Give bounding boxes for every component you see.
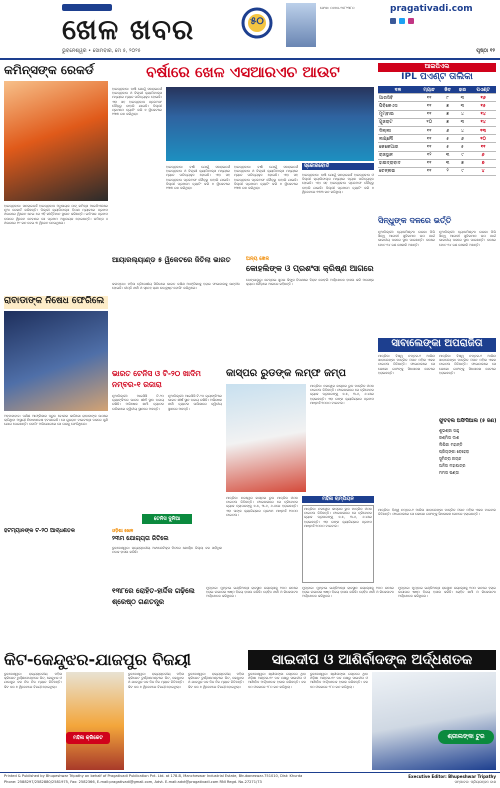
ipl-points-table (378, 63, 496, 213)
bottom-right-story (248, 672, 496, 770)
social-icons (390, 18, 495, 24)
ipl-stat-cell: ୫ (441, 143, 455, 151)
tennis-headline: କାସ୍ପର ରୁଡଙ୍କ ଲମ୍ଫ ଜମ୍ପ (226, 368, 347, 379)
left-mid-headline: ରାବାଡାଙ୍କ ନିଷେଧ ଫେରିଲେ (4, 296, 108, 309)
bottom-right-body-a: ଭୁବନେଶ୍ୱର: ଶ୍ରୀଲଙ୍କା ଗସ୍ତରେ ଥିବା ଓଡ଼ିଶା ଅଣ୍ଡର-୧୯ ଦଳ ପକ୍ଷରୁ ସାଇଦୀପ ଓ ଆଶିର୍ବାଦ ଅର୍ଦ୍ଧଶତକ ହାସଲ କରିଛନ୍ତି। ଦଳ ୫୦ ଓଭରରେ ୨୮୦ ରନ କରିଥିଲା। (248, 672, 306, 689)
bottom-right-headline: ସାଇଦୀପ ଓ ଆଶିର୍ବାଦଙ୍କ ଅର୍ଦ୍ଧଶତକ (271, 652, 473, 668)
ipl-stat-cell: ୧୧ (418, 110, 441, 118)
ipl-stat-cell: ୬ (441, 126, 455, 134)
ipl-stat-cell: ୧୦ (418, 118, 441, 126)
center-lower-kicker: ଓଡ଼ିଶା ଖେଳ (112, 529, 134, 534)
women-cricket-photo (66, 672, 124, 770)
ipl-stat-cell: ୩ (455, 118, 470, 126)
left-mid-story (4, 296, 108, 541)
footer (4, 774, 496, 788)
promo-player-photo (286, 3, 316, 47)
center-mid-body: କଲମ୍ବୋ: ମହିଳା ତ୍ରିଦେଶୀୟ ସିରିଜରେ ଭାରତ ଦକ୍ଷିଣ ଆଫ୍ରିକାକୁ ହରାଇ ଫାଇନାଲକୁ ଉନ୍ନୀତ ହୋଇଛି। ଦୀପ୍ତି ଶର୍ମା ଓ ସ୍ନେହ ରାଣା ଉତ୍କୃଷ୍ଟ ବୋଲିଂ କରିଥିଲେ। (112, 282, 240, 291)
center-lower-body2: ଭୁବନେଶ୍ୱର: ରାଜ୍ୟସ୍ତରୀୟ ଆଥଲେଟିକ୍ସ ମିଟରେ ଖୋର୍ଦ୍ଧା ଜିଲ୍ଲା ଦଳ ସର୍ବାଧିକ ପଦକ ହାସଲ କରିଛି। (112, 546, 222, 555)
tennis-body-b: ମାଡ୍ରିଡ: ନରୱେର କାସ୍ପର ରୁଡ ମାଡ୍ରିଡ ଓପନ ଟାଇଟଲ ଜିତିଛନ୍ତି। ଫାଇନାଲରେ ସେ ବ୍ରିଟେନର ଜ୍ୟାକ ଡ୍ରାପରଙ୍କୁ ୭-୫, ୩-୬, ୬-୪ରେ ହରାଇଛନ୍ତି। ଏହା ତାଙ୍କ କ୍ୟାରିୟରର ପ୍ରଥମ ମାଷ୍ଟର୍ସ ୧୦୦୦ ଟାଇଟଲ। (226, 496, 298, 517)
official-list-item: ଅନିତା ମହାପାତ୍ର (439, 463, 466, 468)
bottom-right-body-b: ଭୁବନେଶ୍ୱର: ଶ୍ରୀଲଙ୍କା ଗସ୍ତରେ ଥିବା ଓଡ଼ିଶା ଅଣ୍ଡର-୧୯ ଦଳ ପକ୍ଷରୁ ସାଇଦୀପ ଓ ଆଶିର୍ବାଦ ଅର୍ଦ୍ଧଶତକ ହାସଲ କରିଛନ୍ତି। ଦଳ ୫୦ ଓଭରରେ ୨୮୦ ରନ କରିଥିଲା। (310, 672, 368, 689)
ipl-stat-cell: ୧୨ (418, 151, 441, 159)
footer-phone: Phone: 2588297/2582880/2581975, Fax: 2582366, E-mail:pragativadi@gmail.com, Advt. E-mail:advt@pragativadi.com RNI Regd. No-27271/73 (4, 780, 262, 784)
center-mid-headline2: କୋହଲିଙ୍କ ଓ ପ୍ରଶଂସା କ୍ରିଷ୍ଣ ଆଗରେ (246, 264, 374, 273)
ipl-stat-cell: ୧୧ (418, 167, 441, 175)
center-mid-body2: ବେଙ୍ଗାଲୁରୁ: ଚେନ୍ନାଇ ସୁପର କିଙ୍ଗ୍ସ ବିପକ୍ଷରେ ବିରାଟ କୋହଲି ଅର୍ଦ୍ଧଶତକ ହାସଲ କରି ଅରେଞ୍ଜ କ୍ୟାପ ଦୌଡ଼ରେ ଆଗରେ ରହିଛନ୍ତି। (246, 278, 374, 287)
masthead (0, 0, 500, 60)
left-mid-body: ଅହମଦାବାଦ: ଦକ୍ଷିଣ ଆଫ୍ରିକାର ଦ୍ରୁତ ବୋଲର କାଗିସୋ ରାବାଡାଙ୍କ ଉପରେ ଲାଗିଥିବା ଅସ୍ଥାୟୀ ନିଷେଧାଦେଶ ହଟାଯାଇଛି। ସେ ଗୁଜରାଟ ଟାଇଟାନ୍ସ ଦଳରେ ପୁଣି ଯୋଗ ଦେଇଛନ୍ତି। ଡୋପିଂ ଅଭିଯୋଗରେ ସେ ଘରକୁ ଫେରିଥିଲେ। (4, 414, 108, 427)
center-mid-headline: ଆୟାରଲ୍ୟାଣ୍ଡ ୫ ୱିକେଟରେ ଜିତିଲା ଭାରତ (112, 256, 231, 264)
official-list-item: ମମତା ପଣ୍ଡା (439, 470, 460, 475)
ipl-stat-cell: ୬ (455, 135, 470, 143)
ipl-kicker: ଆଇପିଏଲ (378, 63, 496, 72)
center-mid-kicker: ଅନ୍ୟ ଖେଳ (246, 256, 270, 262)
promo-text: ଫୋନ: ୦୬୭୪-୨୫୮୨୩୮୦ (320, 6, 355, 10)
ipl-team-cell: ମୁମ୍ବାଇ (378, 110, 418, 118)
ipl-table-row (378, 151, 496, 159)
ipl-points-cell: ୧୬ (470, 94, 496, 102)
ipl-points-cell: ୭ (470, 159, 496, 167)
ipl-stat-cell: ୨ (441, 167, 455, 175)
left-top-story (4, 63, 108, 293)
ipl-stat-cell: ୩ (441, 159, 455, 167)
official-list-item: ଶୁଭଶ୍ରୀ ସାହୁ (439, 428, 460, 433)
tennis-box-title: ମହିଳା ଚାମ୍ପିୟନ (302, 496, 374, 503)
center-top-body-col2: ହାଇଦ୍ରାବାଦ: ବର୍ଷା ଯୋଗୁଁ ସନରାଇଜର୍ସ ହାଇଦ୍ରାବାଦ ଓ ଦିଲ୍ଲୀ କ୍ୟାପିଟାଲ୍ସ ମଧ୍ୟରେ ମ୍ୟାଚ ପରିତ୍ୟକ୍ତ ହୋଇଛି। ଏହା ସହ ହାଇଦ୍ରାବାଦ ପ୍ଲେଅଫ ଦୌଡ଼ରୁ ବାହାରି ଯାଇଛି। ଦିଲ୍ଲୀ ପ୍ରଥମେ ବ୍ୟାଟିଂ କରି ୭ ୱିକେଟରେ ୧୩୩ ରନ କରିଥିଲା। (166, 165, 230, 191)
ipl-stat-cell: ୧୧ (418, 102, 441, 110)
section-title: ଖେଳ ଖବର (62, 13, 195, 46)
ipl-table-row (378, 102, 496, 110)
ipl-stat-cell: ୫ (455, 143, 470, 151)
ipl-stat-cell: ୩ (455, 94, 470, 102)
ipl-header-row (378, 86, 496, 94)
bottom-left-headline: କିଟ-କେନ୍ଦୁଝର-ଯାଜପୁର ବିଜୟୀ (4, 650, 192, 669)
small-logo (62, 4, 112, 11)
bottom-left-body-b: ଭୁବନେଶ୍ୱର: ରାଜ୍ୟସ୍ତରୀୟ ମହିଳା କ୍ରିକେଟ ଟୁର୍ଣ୍ଣାମେଣ୍ଟରେ କିଟ, କେନ୍ଦୁଝର ଓ ଯାଜପୁର ଦଳ ନିଜ ନିଜ ମ୍ୟାଚ ଜିତିଛନ୍ତି। କିଟ ଦଳ ୭ ୱିକେଟରେ ବିଜୟୀ ହୋଇଥିଲା। (128, 672, 184, 689)
ipl-points-cell: ୪ (470, 167, 496, 175)
ipl-table-row (378, 143, 496, 151)
page-number: ପୃଷ୍ଠା ୧୨ (476, 48, 495, 54)
center-top-headline: ବର୍ଷାରେ ଖେଳ ଏସଆରଏଚ ଆଉଟ (146, 63, 340, 81)
bottom-mid-headline: ୧୩୮ରେ ରୋହିତ-ହାର୍ଦ୍ଦିକ ଗଢ଼ିଲେ ଶ୍ରେଷ୍ଠ ଗଣତନ୍ତ୍ର (112, 587, 195, 606)
tennis-story (226, 368, 374, 583)
bottom-mid-body-c: ମୁମ୍ବାଇ: ମୁମ୍ବାଇ ଇଣ୍ଡିଆନ୍ସ ରାଜସ୍ଥାନ ରୟାଲ୍ସକୁ ୧୦୦ ରନରେ ହରାଇ ଲଗାତାର ଷଷ୍ଠ ବିଜୟ ହାସଲ କରିଛି। ରୋହିତ ଶର୍ମା ଓ ରିକେଲଟନ ଅର୍ଦ୍ଧଶତକ କରିଥିଲେ। (398, 586, 496, 599)
masthead-rule (0, 58, 500, 60)
ipl-stat-cell: ୩ (441, 151, 455, 159)
bottom-right-banner (248, 650, 496, 670)
ipl-team-cell: କେକେଆର (378, 143, 418, 151)
ipl-team-cell: ଲକ୍ଷ୍ନୌ (378, 135, 418, 143)
twitter-icon[interactable] (399, 18, 405, 24)
left-mid-subheadline: ହିଟମ୍ୟାନଙ୍କ ଟି-୨୦ ଆର୍ଦ୍ଧଶତକ (4, 528, 75, 534)
footer-imprint: Printed & Published by Bhupeshwar Tripathy on behalf of Pragativadi Publication Pvt. Ltd. at 178-B, Mancheswar Industrial Estate, Bhubaneswar-751010, Dist: Khurda (4, 774, 303, 778)
ipl-team-cell: ଆରସିବି (378, 94, 418, 102)
center-lower-headline: ଭାରତ ଟେନିସ ଓ ଟି-୨୦ ଖାଦିମ ନମ୍ବର-୧ ରଜାରା (112, 369, 201, 389)
batsman-photo (372, 672, 496, 770)
bottom-left-body-c: ଭୁବନେଶ୍ୱର: ରାଜ୍ୟସ୍ତରୀୟ ମହିଳା କ୍ରିକେଟ ଟୁର୍ଣ୍ଣାମେଣ୍ଟରେ କିଟ, କେନ୍ଦୁଝର ଓ ଯାଜପୁର ଦଳ ନିଜ ନିଜ ମ୍ୟାଚ ଜିତିଛନ୍ତି। କିଟ ଦଳ ୭ ୱିକେଟରେ ବିଜୟୀ ହୋଇଥିଲା। (188, 672, 244, 689)
ipl-stat-cell: ୭ (441, 118, 455, 126)
right-mid-body-2: ନୂଆଦିଲ୍ଲୀ: ବ୍ୟାଡମିଣ୍ଟନ ତାରକା ପିଭି ସିନ୍ଧୁ ଆଗାମୀ ସୁଦିରମାନ କପ ପାଇଁ ଭାରତୀୟ ଦଳରେ ସ୍ଥାନ ପାଇଛନ୍ତି। ଦଳରେ ମୋଟ ୧୪ ଜଣ ଖେଳାଳି ଅଛନ୍ତି। (439, 230, 496, 247)
ipl-table-row (378, 159, 496, 167)
ipl-team-cell: ହାଇଦ୍ରାବାଦ (378, 159, 418, 167)
scorecard-title: ସ୍କୋରବୋର୍ଡ (302, 163, 374, 170)
cummins-photo (4, 81, 108, 201)
center-top-story (112, 63, 374, 253)
ipl-col-played: ମ୍ୟାଚ (418, 86, 441, 94)
women-cricket-badge: ମହିଳା କ୍ରିକେଟ (66, 732, 110, 744)
right-lower-body-c: ମାଡ୍ରିଡ: ବିଶ୍ୱ ନମ୍ବର-୧ ଆରିନା ସାବାଲେଙ୍କା ମାଡ୍ରିଡ ଓପନ ମହିଳା ଏକକ ଟାଇଟଲ ଜିତିଛନ୍ତି। ଫାଇନାଲରେ ସେ କୋକୋ ଗଫଙ୍କୁ ସିଧାସଳଖ ସେଟରେ ହରାଇଛନ୍ତି। (378, 508, 496, 517)
right-mid-body-1: ନୂଆଦିଲ୍ଲୀ: ବ୍ୟାଡମିଣ୍ଟନ ତାରକା ପିଭି ସିନ୍ଧୁ ଆଗାମୀ ସୁଦିରମାନ କପ ପାଇଁ ଭାରତୀୟ ଦଳରେ ସ୍ଥାନ ପାଇଛନ୍ତି। ଦଳରେ ମୋଟ ୧୪ ଜଣ ଖେଳାଳି ଅଛନ୍ତି। (378, 230, 435, 247)
bottom-left-banner (4, 650, 244, 670)
center-lower-story (112, 368, 222, 583)
ipl-team-cell: ଚେନ୍ନାଇ (378, 167, 418, 175)
rain-stadium-photo (166, 87, 374, 161)
ipl-col-points: ପଏଣ୍ଟ (470, 86, 496, 94)
ipl-table-row (378, 94, 496, 102)
center-lower-body: ନୂଆଦିଲ୍ଲୀ: ଆଇସିସି ଟି-୨୦ ର‌୍ୟାଙ୍କିଂରେ ଭାରତ ଶୀର୍ଷ ସ୍ଥାନ ବଜାୟ ରଖିଛି। ଅଭିଷେକ ଶର୍ମା ବ୍ୟାଟର ତାଲିକାରେ ଦ୍ୱିତୀୟ ସ୍ଥାନରେ ଅଛନ୍ତି। (112, 394, 164, 411)
scorecard-body: ହାଇଦ୍ରାବାଦ: ବର୍ଷା ଯୋଗୁଁ ସନରାଇଜର୍ସ ହାଇଦ୍ରାବାଦ ଓ ଦିଲ୍ଲୀ କ୍ୟାପିଟାଲ୍ସ ମଧ୍ୟରେ ମ୍ୟାଚ ପରିତ୍ୟକ୍ତ ହୋଇଛି। ଏହା ସହ ହାଇଦ୍ରାବାଦ ପ୍ଲେଅଫ ଦୌଡ଼ରୁ ବାହାରି ଯାଇଛି। ଦିଲ୍ଲୀ ପ୍ରଥମେ ବ୍ୟାଟିଂ କରି ୭ ୱିକେଟରେ ୧୩୩ ରନ କରିଥିଲା। (302, 173, 374, 194)
footer-rule (0, 772, 500, 773)
ipl-stat-cell: ୭ (441, 110, 455, 118)
footer-editor-odia: ସମ୍ପାଦକ: ପ୍ରିୟରଞ୍ଜନ ଦାଶ (454, 780, 496, 784)
ipl-team-cell: ଗୁଜରାଟ (378, 118, 418, 126)
ipl-points-cell: ୧୦ (470, 135, 496, 143)
bottom-mid-body-a: ମୁମ୍ବାଇ: ମୁମ୍ବାଇ ଇଣ୍ଡିଆନ୍ସ ରାଜସ୍ଥାନ ରୟାଲ୍ସକୁ ୧୦୦ ରନରେ ହରାଇ ଲଗାତାର ଷଷ୍ଠ ବିଜୟ ହାସଲ କରିଛି। ରୋହିତ ଶର୍ମା ଓ ରିକେଲଟନ ଅର୍ଦ୍ଧଶତକ କରିଥିଲେ। (206, 586, 298, 599)
ipl-stat-cell: ୭ (455, 159, 470, 167)
bottom-left-story (4, 672, 244, 770)
footer-editor: Executive Editor: Bhupeshwar Tripathy (408, 774, 496, 779)
right-lower-body-b: ମାଡ୍ରିଡ: ବିଶ୍ୱ ନମ୍ବର-୧ ଆରିନା ସାବାଲେଙ୍କା ମାଡ୍ରିଡ ଓପନ ମହିଳା ଏକକ ଟାଇଟଲ ଜିତିଛନ୍ତି। ଫାଇନାଲରେ ସେ କୋକୋ ଗଫଙ୍କୁ ସିଧାସଳଖ ସେଟରେ ହରାଇଛନ୍ତି। (439, 354, 496, 375)
ipl-table-grid (378, 86, 496, 176)
tennis-world-badge: ଟେନିସ ଦୁନିଆ (142, 514, 192, 524)
sri-lanka-tour-badge: ଶ୍ରୀଲଙ୍କା ଟୁର (438, 730, 494, 744)
rabada-photo (4, 311, 108, 411)
right-mid-story (378, 216, 496, 334)
right-lower-story (378, 338, 496, 583)
anniversary-number: ୫୦ (250, 16, 264, 27)
official-list-item: ସୁମିତ୍ରା ନାୟକ (439, 456, 462, 461)
ipl-stat-cell: ୪ (455, 110, 470, 118)
ipl-stat-cell: ୭ (441, 102, 455, 110)
ipl-stat-cell: ୫ (441, 135, 455, 143)
ipl-table-row (378, 118, 496, 126)
masthead-date: ଭୁବନେଶ୍ୱର • ସୋମବାର, ମେ ୫, ୨୦୨୫ (62, 48, 141, 54)
ipl-table-row (378, 126, 496, 134)
anniversary-logo (240, 3, 274, 53)
center-lower-headline2: ୨୩ମ ଯୋଗ୍ୟତା ଜିତିଲେ (112, 535, 169, 542)
ipl-stat-cell: ୧୧ (418, 143, 441, 151)
ipl-stat-cell: ୯ (455, 151, 470, 159)
paper-site[interactable]: pragativadi.com (390, 4, 473, 14)
ipl-points-cell: ୧୪ (470, 118, 496, 126)
ipl-stat-cell: ୧୧ (418, 126, 441, 134)
ipl-stat-cell: ୧୧ (418, 159, 441, 167)
center-mid-story (112, 256, 374, 364)
ipl-stat-cell: ୪ (455, 126, 470, 134)
ipl-stat-cell: ୧୧ (418, 94, 441, 102)
bottom-mid-body-b: ମୁମ୍ବାଇ: ମୁମ୍ବାଇ ଇଣ୍ଡିଆନ୍ସ ରାଜସ୍ଥାନ ରୟାଲ୍ସକୁ ୧୦୦ ରନରେ ହରାଇ ଲଗାତାର ଷଷ୍ଠ ବିଜୟ ହାସଲ କରିଛି। ରୋହିତ ଶର୍ମା ଓ ରିକେଲଟନ ଅର୍ଦ୍ଧଶତକ କରିଥିଲେ। (302, 586, 394, 599)
ipl-points-cell: ୧୪ (470, 110, 496, 118)
ruud-photo (226, 384, 306, 492)
ipl-title: IPL ପଏଣ୍ଟ ତାଲିକା (401, 72, 473, 82)
ipl-stat-cell: ୩ (455, 102, 470, 110)
right-mid-headline: ସିନ୍ଧୁଙ୍କ ଦଳରେ ଭର୍ତ୍ତି (378, 216, 452, 225)
ipl-team-cell: ପିବିକେଏସ (378, 102, 418, 110)
right-lower-list (439, 427, 496, 507)
ipl-stat-cell: ୧୧ (418, 135, 441, 143)
official-list-item: ପ୍ରିୟଙ୍କା ବେହେରା (439, 449, 470, 454)
ipl-points-cell: ୧୫ (470, 102, 496, 110)
bottom-mid-story (112, 586, 496, 646)
ipl-stat-cell: ୮ (441, 94, 455, 102)
ipl-col-lost: ହାର (455, 86, 470, 94)
center-top-body-col1: ହାଇଦ୍ରାବାଦ: ବର୍ଷା ଯୋଗୁଁ ସନରାଇଜର୍ସ ହାଇଦ୍ରାବାଦ ଓ ଦିଲ୍ଲୀ କ୍ୟାପିଟାଲ୍ସ ମଧ୍ୟରେ ମ୍ୟାଚ ପରିତ୍ୟକ୍ତ ହୋଇଛି। ଏହା ସହ ହାଇଦ୍ରାବାଦ ପ୍ଲେଅଫ ଦୌଡ଼ରୁ ବାହାରି ଯାଇଛି। ଦିଲ୍ଲୀ ପ୍ରଥମେ ବ୍ୟାଟିଂ କରି ୭ ୱିକେଟରେ ୧୩୩ ରନ କରିଥିଲା। (112, 87, 162, 117)
center-lower-body-b: ନୂଆଦିଲ୍ଲୀ: ଆଇସିସି ଟି-୨୦ ର‌୍ୟାଙ୍କିଂରେ ଭାରତ ଶୀର୍ଷ ସ୍ଥାନ ବଜାୟ ରଖିଛି। ଅଭିଷେକ ଶର୍ମା ବ୍ୟାଟର ତାଲିକାରେ ଦ୍ୱିତୀୟ ସ୍ଥାନରେ ଅଛନ୍ତି। (168, 394, 222, 411)
ipl-points-cell: ୧୩ (470, 126, 496, 134)
ipl-points-cell: ୬ (470, 151, 496, 159)
ipl-points-cell: ୧୧ (470, 143, 496, 151)
ipl-col-won: ଜିତ (441, 86, 455, 94)
right-lower-headline: ସାବାଲେଙ୍କା ଅପରାଜିତା (378, 338, 496, 352)
ipl-table-row (378, 135, 496, 143)
right-lower-list-title: ଫୁଟବଲ ଅଫିସିଆଲ (୫ ଜଣ) (439, 418, 496, 424)
ipl-team-cell: ଦିଲ୍ଲୀ (378, 126, 418, 134)
ipl-stat-cell: ୯ (455, 167, 470, 175)
instagram-icon[interactable] (408, 18, 414, 24)
tennis-body: ମାଡ୍ରିଡ: ନରୱେର କାସ୍ପର ରୁଡ ମାଡ୍ରିଡ ଓପନ ଟାଇଟଲ ଜିତିଛନ୍ତି। ଫାଇନାଲରେ ସେ ବ୍ରିଟେନର ଜ୍ୟାକ ଡ୍ରାପରଙ୍କୁ ୭-୫, ୩-୬, ୬-୪ରେ ହରାଇଛନ୍ତି। ଏହା ତାଙ୍କ କ୍ୟାରିୟରର ପ୍ରଥମ ମାଷ୍ଟର୍ସ ୧୦୦୦ ଟାଇଟଲ। (310, 384, 374, 405)
left-top-headline: କମିନ୍ସଙ୍କ ରେକର୍ଡ (4, 63, 94, 77)
center-top-body-col3: ହାଇଦ୍ରାବାଦ: ବର୍ଷା ଯୋଗୁଁ ସନରାଇଜର୍ସ ହାଇଦ୍ରାବାଦ ଓ ଦିଲ୍ଲୀ କ୍ୟାପିଟାଲ୍ସ ମଧ୍ୟରେ ମ୍ୟାଚ ପରିତ୍ୟକ୍ତ ହୋଇଛି। ଏହା ସହ ହାଇଦ୍ରାବାଦ ପ୍ଲେଅଫ ଦୌଡ଼ରୁ ବାହାରି ଯାଇଛି। ଦିଲ୍ଲୀ ପ୍ରଥମେ ବ୍ୟାଟିଂ କରି ୭ ୱିକେଟରେ ୧୩୩ ରନ କରିଥିଲା। (234, 165, 298, 191)
bottom-left-body-a: ଭୁବନେଶ୍ୱର: ରାଜ୍ୟସ୍ତରୀୟ ମହିଳା କ୍ରିକେଟ ଟୁର୍ଣ୍ଣାମେଣ୍ଟରେ କିଟ, କେନ୍ଦୁଝର ଓ ଯାଜପୁର ଦଳ ନିଜ ନିଜ ମ୍ୟାଚ ଜିତିଛନ୍ତି। କିଟ ଦଳ ୭ ୱିକେଟରେ ବିଜୟୀ ହୋଇଥିଲା। (4, 672, 62, 689)
facebook-icon[interactable] (390, 18, 396, 24)
ipl-table-row (378, 167, 496, 175)
ipl-team-cell: ରାଜସ୍ଥାନ (378, 151, 418, 159)
ipl-col-team: ଦଳ (378, 86, 418, 94)
official-list-item: ଲିପିକା ମହାନ୍ତି (439, 442, 463, 447)
tennis-box-body: ମାଡ୍ରିଡ: ନରୱେର କାସ୍ପର ରୁଡ ମାଡ୍ରିଡ ଓପନ ଟାଇଟଲ ଜିତିଛନ୍ତି। ଫାଇନାଲରେ ସେ ବ୍ରିଟେନର ଜ୍ୟାକ ଡ୍ରାପରଙ୍କୁ ୭-୫, ୩-୬, ୬-୪ରେ ହରାଇଛନ୍ତି। ଏହା ତାଙ୍କ କ୍ୟାରିୟରର ପ୍ରଥମ ମାଷ୍ଟର୍ସ ୧୦୦୦ ଟାଇଟଲ। (302, 505, 374, 583)
official-list-item: ରଶ୍ମିତା ଦାଶ (439, 435, 460, 440)
right-lower-body: ମାଡ୍ରିଡ: ବିଶ୍ୱ ନମ୍ବର-୧ ଆରିନା ସାବାଲେଙ୍କା ମାଡ୍ରିଡ ଓପନ ମହିଳା ଏକକ ଟାଇଟଲ ଜିତିଛନ୍ତି। ଫାଇନାଲରେ ସେ କୋକୋ ଗଫଙ୍କୁ ସିଧାସଳଖ ସେଟରେ ହରାଇଛନ୍ତି। (378, 354, 435, 375)
left-top-body: ହାଇଦ୍ରାବାଦ: ସନରାଇଜର୍ସ ହାଇଦ୍ରାବାଦ ଅଧିନାୟକ ପାଟ୍ କମିନ୍ସ ଆଇପିଏଲରେ ନୂଆ ରେକର୍ଡ କରିଛନ୍ତି। ଦିଲ୍ଲୀ କ୍ୟାପିଟାଲ୍ସ ବିପକ୍ଷ ମ୍ୟାଚରେ ପ୍ରଥମ ଓଭରରେ ୱିକେଟ ନେଇ ସେ ଏହି କୀର୍ତ୍ତିମାନ ସ୍ଥାପନ କରିଛନ୍ତି। ଇନିଂସର ପ୍ରଥମ ବଲରେ ୱିକେଟ ନେବାରେ ସେ ପ୍ରଥମ ଅଧିନାୟକ ହୋଇଛନ୍ତି। କମିନ୍ସ ୪ ଓଭରରେ ୧୯ ରନ ଦେଇ ୩ ୱିକେଟ ନେଇଥିଲେ। (4, 204, 108, 225)
ipl-table-row (378, 110, 496, 118)
